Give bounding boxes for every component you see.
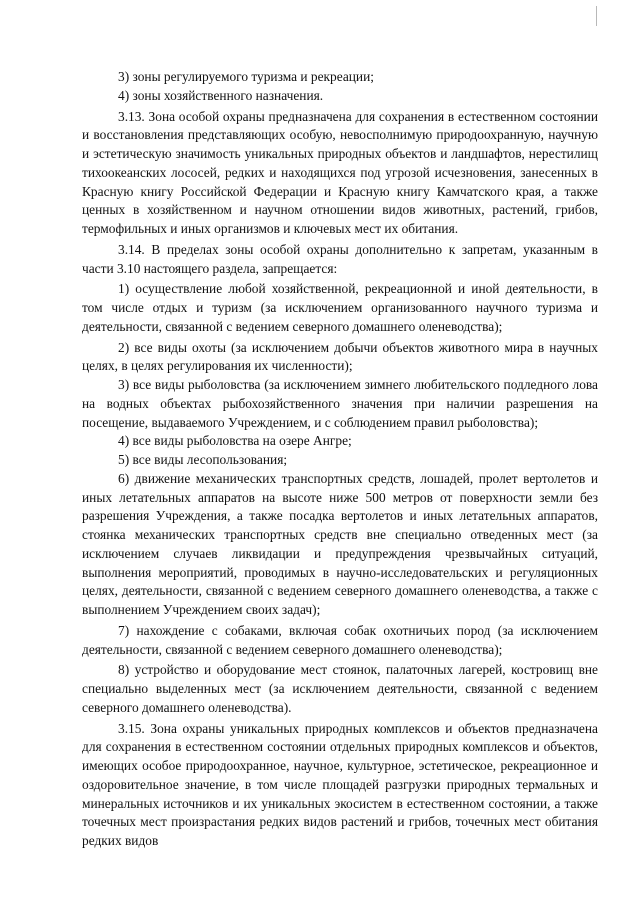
prohibition-item-6: 6) движение механических транспортных средств, лошадей, пролет вертолетов и иных летательных аппаратов на высоте ниже 500 метров от поверхности земли без разрешения Учреждения, а также посадка вертолетов и иных летательных аппаратов, стоянка механических транспортных средств вне специально отведенных мест (за исключением случаев ликвидации и предупреждения чрезвычайных ситуаций, выполнения мероприятий, проводимых в научно-исследовательских и регуляционных целях, деятельности, связанной с ведением северного домашнего оленеводства, а также с выполнением Учреждением своих задач); — [82, 470, 598, 617]
prohibition-item-8: 8) устройство и оборудование мест стоянок, палаточных лагерей, костровищ вне специально выделенных мест (за исключением деятельности, связанной с ведением северного домашнего оленеводства). — [82, 662, 598, 715]
prohibition-item-1: 1) осуществление любой хозяйственной, рекреационной и иной деятельности, в том числе отдых и туризм (за исключением организованного научного туризма и деятельности, связанной с ведением северного домашнего оленеводства); — [82, 281, 598, 334]
section-3-15: 3.15. Зона охраны уникальных природных комплексов и объектов предназначена для сохранения в естественном состоянии отдельных природных комплексов и объектов, имеющих особое природоохранное, научное, культурное, эстетическое, рекреационное и оздоровительное значение, в том числе площадей разгрузки природных термальных и минеральных источников и их уникальных экосистем в естественном состоянии, а также точечных мест произрастания редких видов растений и грибов, точечных мест обитания редких видов — [82, 720, 598, 848]
document-body — [82, 68, 598, 851]
list-item-zone-3: 3) зоны регулируемого туризма и рекреации; — [118, 69, 374, 84]
scan-mark — [596, 6, 597, 26]
prohibition-item-5: 5) все виды лесопользования; — [118, 452, 288, 467]
section-3-13: 3.13. Зона особой охраны предназначена для сохранения в естественном состоянии и восстановления представляющих особую, невосполнимую природоохранную, научную и эстетическую значимость уникальных природных объектов и ландшафтов, нерестилищ тихоокеанских лососей, редких и находящихся под угрозой исчезновения, занесенных в Красную книгу Российской Федерации и Красную книгу Камчатского края, а также ценных в хозяйственном и научном отношении видов животных, растений, грибов, термофильных и иных организмов и ключевых мест их обитания. — [82, 108, 598, 236]
prohibition-item-7: 7) нахождение с собаками, включая собак охотничьих пород (за исключением деятельности, связанной с ведением северного домашнего оленеводства); — [82, 622, 598, 657]
prohibition-item-3: 3) все виды рыболовства (за исключением зимнего любительского подледного лова на водных объектах рыбохозяйственного значения при наличии разрешения на посещение, выдаваемого Учреждением, и с соблюдением правил рыболовства); — [82, 377, 598, 430]
list-item-zone-4: 4) зоны хозяйственного назначения. — [118, 87, 324, 103]
prohibition-item-2: 2) все виды охоты (за исключением добычи объектов животного мира в научных целях, в целях регулирования их численности); — [82, 339, 598, 374]
prohibition-item-4: 4) все виды рыболовства на озере Ангре; — [118, 433, 352, 449]
section-3-14: 3.14. В пределах зоны особой охраны дополнительно к запретам, указанным в части 3.10 настоящего раздела, запрещается: — [82, 241, 598, 276]
